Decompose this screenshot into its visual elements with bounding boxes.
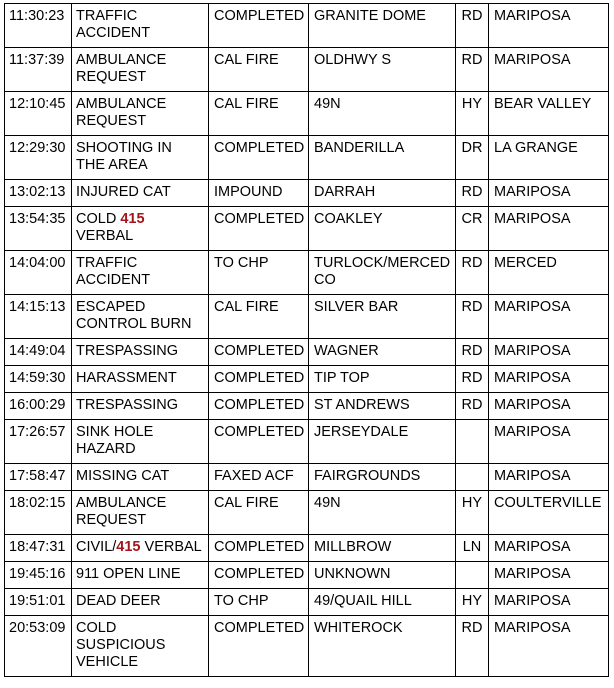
street-suffix-cell: RD xyxy=(456,48,489,92)
disposition-cell: CAL FIRE xyxy=(209,295,309,339)
street-suffix-cell xyxy=(456,464,489,491)
street-suffix-cell: RD xyxy=(456,339,489,366)
dispatch-log-body xyxy=(5,4,609,677)
disposition-cell: COMPLETED xyxy=(209,366,309,393)
street-suffix-cell: RD xyxy=(456,180,489,207)
city-cell: MARIPOSA xyxy=(489,48,609,92)
call-time-cell: 16:00:29 xyxy=(5,393,72,420)
city-cell: MARIPOSA xyxy=(489,366,609,393)
street-cell: MILLBROW xyxy=(309,535,456,562)
call-type-cell: DEAD DEER xyxy=(72,589,209,616)
street-cell: 49N xyxy=(309,92,456,136)
city-cell: MARIPOSA xyxy=(489,616,609,677)
disposition-cell: COMPLETED xyxy=(209,562,309,589)
street-cell: GRANITE DOME xyxy=(309,4,456,48)
call-type-cell: TRESPASSING xyxy=(72,393,209,420)
city-cell: MARIPOSA xyxy=(489,562,609,589)
disposition-cell: CAL FIRE xyxy=(209,48,309,92)
table-row xyxy=(5,48,609,92)
call-time-cell: 11:30:23 xyxy=(5,4,72,48)
call-type-cell: 911 OPEN LINE xyxy=(72,562,209,589)
table-row xyxy=(5,251,609,295)
city-cell: MARIPOSA xyxy=(489,180,609,207)
call-type-cell: TRAFFIC ACCIDENT xyxy=(72,4,209,48)
table-row xyxy=(5,464,609,491)
city-cell: MARIPOSA xyxy=(489,535,609,562)
call-type-cell xyxy=(72,535,209,562)
street-suffix-cell: RD xyxy=(456,295,489,339)
penal-code-415: 415 xyxy=(120,211,145,227)
call-time-cell: 17:26:57 xyxy=(5,420,72,464)
street-cell: TIP TOP xyxy=(309,366,456,393)
call-time-cell: 14:59:30 xyxy=(5,366,72,393)
street-cell: DARRAH xyxy=(309,180,456,207)
call-type-cell: MISSING CAT xyxy=(72,464,209,491)
table-row xyxy=(5,420,609,464)
street-suffix-cell: RD xyxy=(456,616,489,677)
table-row xyxy=(5,180,609,207)
call-time-cell: 14:04:00 xyxy=(5,251,72,295)
call-type-cell: AMBULANCE REQUEST xyxy=(72,491,209,535)
penal-code-415: 415 xyxy=(116,539,141,555)
table-row xyxy=(5,295,609,339)
disposition-cell: IMPOUND xyxy=(209,180,309,207)
disposition-cell: COMPLETED xyxy=(209,136,309,180)
street-suffix-cell: HY xyxy=(456,491,489,535)
disposition-cell: TO CHP xyxy=(209,251,309,295)
call-type-cell: INJURED CAT xyxy=(72,180,209,207)
street-suffix-cell xyxy=(456,420,489,464)
city-cell: MARIPOSA xyxy=(489,464,609,491)
city-cell: MARIPOSA xyxy=(489,393,609,420)
street-suffix-cell xyxy=(456,562,489,589)
street-cell: WHITEROCK xyxy=(309,616,456,677)
call-time-cell: 18:47:31 xyxy=(5,535,72,562)
street-cell: ST ANDREWS xyxy=(309,393,456,420)
city-cell: MARIPOSA xyxy=(489,4,609,48)
table-row xyxy=(5,491,609,535)
call-type-cell: TRAFFIC ACCIDENT xyxy=(72,251,209,295)
table-row xyxy=(5,393,609,420)
city-cell: BEAR VALLEY xyxy=(489,92,609,136)
call-time-cell: 13:02:13 xyxy=(5,180,72,207)
street-suffix-cell: RD xyxy=(456,393,489,420)
street-cell: TURLOCK/MERCED CO xyxy=(309,251,456,295)
street-cell: SILVER BAR xyxy=(309,295,456,339)
call-type-cell xyxy=(72,207,209,251)
disposition-cell: COMPLETED xyxy=(209,207,309,251)
table-row xyxy=(5,92,609,136)
table-row xyxy=(5,562,609,589)
call-type-cell: TRESPASSING xyxy=(72,339,209,366)
street-cell: JERSEYDALE xyxy=(309,420,456,464)
call-type-cell: AMBULANCE REQUEST xyxy=(72,48,209,92)
city-cell: MARIPOSA xyxy=(489,207,609,251)
street-suffix-cell: DR xyxy=(456,136,489,180)
call-time-cell: 12:10:45 xyxy=(5,92,72,136)
call-time-cell: 13:54:35 xyxy=(5,207,72,251)
disposition-cell: COMPLETED xyxy=(209,535,309,562)
disposition-cell: COMPLETED xyxy=(209,339,309,366)
table-row xyxy=(5,207,609,251)
table-row xyxy=(5,339,609,366)
street-cell: BANDERILLA xyxy=(309,136,456,180)
street-cell: UNKNOWN xyxy=(309,562,456,589)
table-row xyxy=(5,616,609,677)
city-cell: LA GRANGE xyxy=(489,136,609,180)
call-type-cell: ESCAPED CONTROL BURN xyxy=(72,295,209,339)
disposition-cell: CAL FIRE xyxy=(209,92,309,136)
street-cell: COAKLEY xyxy=(309,207,456,251)
table-row xyxy=(5,589,609,616)
call-time-cell: 18:02:15 xyxy=(5,491,72,535)
street-suffix-cell: LN xyxy=(456,535,489,562)
city-cell: COULTERVILLE xyxy=(489,491,609,535)
call-type-cell: AMBULANCE REQUEST xyxy=(72,92,209,136)
call-type-text: CIVIL/ xyxy=(76,539,117,555)
street-suffix-cell: HY xyxy=(456,92,489,136)
table-row xyxy=(5,4,609,48)
disposition-cell: FAXED ACF xyxy=(209,464,309,491)
disposition-cell: TO CHP xyxy=(209,589,309,616)
call-type-text: VERBAL xyxy=(76,228,134,244)
table-row xyxy=(5,535,609,562)
call-type-text: VERBAL xyxy=(140,539,202,555)
street-cell: FAIRGROUNDS xyxy=(309,464,456,491)
call-time-cell: 20:53:09 xyxy=(5,616,72,677)
call-type-cell: COLD SUSPICIOUS VEHICLE xyxy=(72,616,209,677)
call-time-cell: 12:29:30 xyxy=(5,136,72,180)
street-cell: OLDHWY S xyxy=(309,48,456,92)
call-type-cell: SHOOTING IN THE AREA xyxy=(72,136,209,180)
city-cell: MARIPOSA xyxy=(489,339,609,366)
call-time-cell: 14:15:13 xyxy=(5,295,72,339)
city-cell: MARIPOSA xyxy=(489,589,609,616)
disposition-cell: COMPLETED xyxy=(209,420,309,464)
city-cell: MARIPOSA xyxy=(489,420,609,464)
street-cell: 49/QUAIL HILL xyxy=(309,589,456,616)
street-suffix-cell: RD xyxy=(456,4,489,48)
call-type-cell: HARASSMENT xyxy=(72,366,209,393)
street-suffix-cell: CR xyxy=(456,207,489,251)
call-type-text: COLD xyxy=(76,211,121,227)
call-time-cell: 17:58:47 xyxy=(5,464,72,491)
table-row xyxy=(5,136,609,180)
call-type-cell: SINK HOLE HAZARD xyxy=(72,420,209,464)
street-suffix-cell: RD xyxy=(456,366,489,393)
street-cell: WAGNER xyxy=(309,339,456,366)
street-cell: 49N xyxy=(309,491,456,535)
table-row xyxy=(5,366,609,393)
city-cell: MERCED xyxy=(489,251,609,295)
disposition-cell: COMPLETED xyxy=(209,616,309,677)
dispatch-log-table xyxy=(4,3,609,677)
street-suffix-cell: RD xyxy=(456,251,489,295)
city-cell: MARIPOSA xyxy=(489,295,609,339)
call-time-cell: 11:37:39 xyxy=(5,48,72,92)
street-suffix-cell: HY xyxy=(456,589,489,616)
call-time-cell: 19:45:16 xyxy=(5,562,72,589)
disposition-cell: COMPLETED xyxy=(209,4,309,48)
disposition-cell: COMPLETED xyxy=(209,393,309,420)
call-time-cell: 19:51:01 xyxy=(5,589,72,616)
call-time-cell: 14:49:04 xyxy=(5,339,72,366)
disposition-cell: CAL FIRE xyxy=(209,491,309,535)
